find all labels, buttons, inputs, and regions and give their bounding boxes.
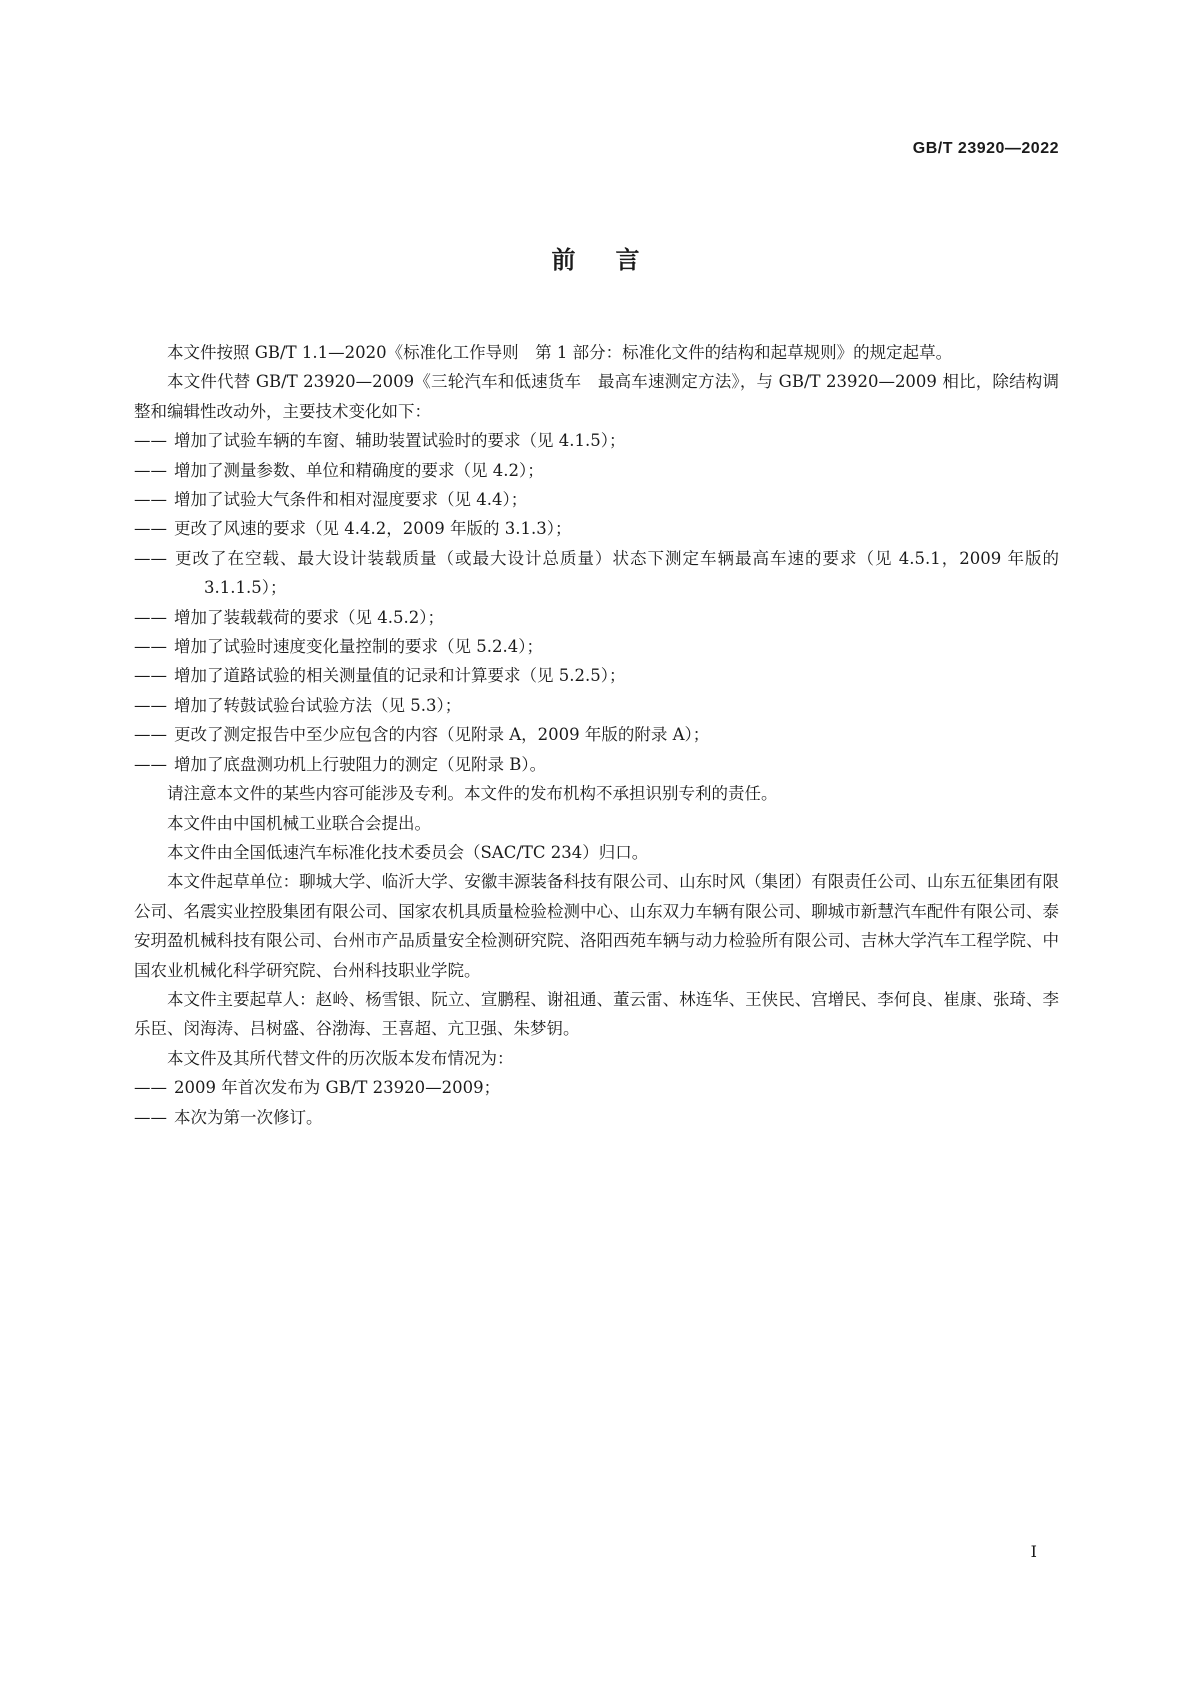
paragraph-drafting-rules: 本文件按照 GB/T 1.1—2020《标准化工作导则 第 1 部分：标准化文件的结构和起草规则》的规定起草。 (167, 343, 953, 362)
change-item-text: 增加了试验车辆的车窗、辅助装置试验时的要求（见 4.1.5）； (174, 431, 626, 451)
dash-mark: —— (134, 637, 167, 657)
dash-mark: —— (134, 431, 167, 451)
change-item-text: 更改了在空载、最大设计装载质量（或最大设计总质量）状态下测定车辆最高车速的要求（见 4.5.1，2009 年版的 3.1.1.5）； (174, 548, 1059, 598)
dash-mark: —— (134, 1107, 167, 1127)
document-body (134, 338, 1059, 1132)
change-item-text: 增加了测量参数、单位和精确度的要求（见 4.2）； (174, 460, 544, 480)
history-item (134, 1073, 1059, 1102)
standard-code: GB/T 23920—2022 (912, 140, 1059, 157)
change-item (134, 426, 1059, 455)
page-title: 前言 (551, 246, 680, 274)
paragraph-drafting-units: 本文件起草单位：聊城大学、临沂大学、安徽丰源装备科技有限公司、山东时风（集团）有限责任公司、山东五征集团有限公司、名震实业控股集团有限公司、国家农机具质量检验检测中心、山东双力车辆有限公司、聊城市新慧汽车配件有限公司、泰安玥盈机械科技有限公司、台州市产品质量安全检测研究院、洛阳西苑车辆与动力检验所有限公司、吉林大学汽车工程学院、中国农业机械化科学研究院、台州科技职业学院。 (134, 872, 1059, 980)
dash-mark: —— (134, 490, 167, 510)
change-item-text: 更改了测定报告中至少应包含的内容（见附录 A，2009 年版的附录 A）； (174, 725, 710, 745)
paragraph-patent: 请注意本文件的某些内容可能涉及专利。本文件的发布机构不承担识别专利的责任。 (167, 784, 778, 804)
dash-mark: —— (134, 1078, 167, 1098)
change-item (134, 456, 1059, 485)
change-item-text: 增加了装载载荷的要求（见 4.5.2）； (174, 607, 444, 627)
change-item-text: 增加了底盘测功机上行驶阻力的测定（见附录 B）。 (174, 754, 547, 774)
dash-mark: —— (134, 666, 167, 686)
dash-mark: —— (134, 519, 167, 539)
change-item-text: 更改了风速的要求（见 4.4.2，2009 年版的 3.1.3）； (174, 519, 572, 539)
dash-mark: —— (134, 548, 167, 568)
dash-mark: —— (134, 695, 167, 715)
change-item-text: 增加了道路试验的相关测量值的记录和计算要求（见 5.2.5）； (174, 666, 626, 686)
change-item (134, 544, 1059, 603)
paragraph-history-intro: 本文件及其所代替文件的历次版本发布情况为： (167, 1048, 514, 1068)
change-item (134, 661, 1059, 690)
history-item-text: 本次为第一次修订。 (174, 1107, 323, 1127)
dash-mark: —— (134, 754, 167, 774)
change-item-text: 增加了试验时速度变化量控制的要求（见 5.2.4）； (174, 637, 543, 657)
history-item-text: 2009 年首次发布为 GB/T 23920—2009； (174, 1078, 501, 1098)
paragraph-replacement: 本文件代替 GB/T 23920—2009《三轮汽车和低速货车 最高车速测定方法》，与 GB/T 23920—2009 相比，除结构调整和编辑性改动外，主要技术变化如下： (134, 372, 1059, 421)
change-item (134, 485, 1059, 514)
change-item-text: 增加了试验大气条件和相对湿度要求（见 4.4）； (174, 490, 528, 510)
paragraph-proposer: 本文件由中国机械工业联合会提出。 (167, 813, 431, 833)
change-item (134, 603, 1059, 632)
change-item (134, 750, 1059, 779)
paragraph-drafters: 本文件主要起草人：赵岭、杨雪银、阮立、宣鹏程、谢祖通、董云雷、林连华、王侠民、宫增民、李何良、崔康、张琦、李乐臣、闵海涛、吕树盛、谷渤海、王喜超、亢卫强、朱梦钥。 (134, 989, 1059, 1039)
change-item-text: 增加了转鼓试验台试验方法（见 5.3）； (174, 695, 462, 715)
dash-mark: —— (134, 725, 167, 745)
page-number: Ⅰ (1030, 1542, 1037, 1561)
change-item (134, 632, 1059, 661)
paragraph-centralized: 本文件由全国低速汽车标准化技术委员会（SAC/TC 234）归口。 (167, 842, 649, 862)
history-item (134, 1103, 1059, 1132)
change-item (134, 691, 1059, 720)
change-item (134, 514, 1059, 543)
change-item (134, 720, 1059, 749)
dash-mark: —— (134, 460, 167, 480)
dash-mark: —— (134, 607, 167, 627)
